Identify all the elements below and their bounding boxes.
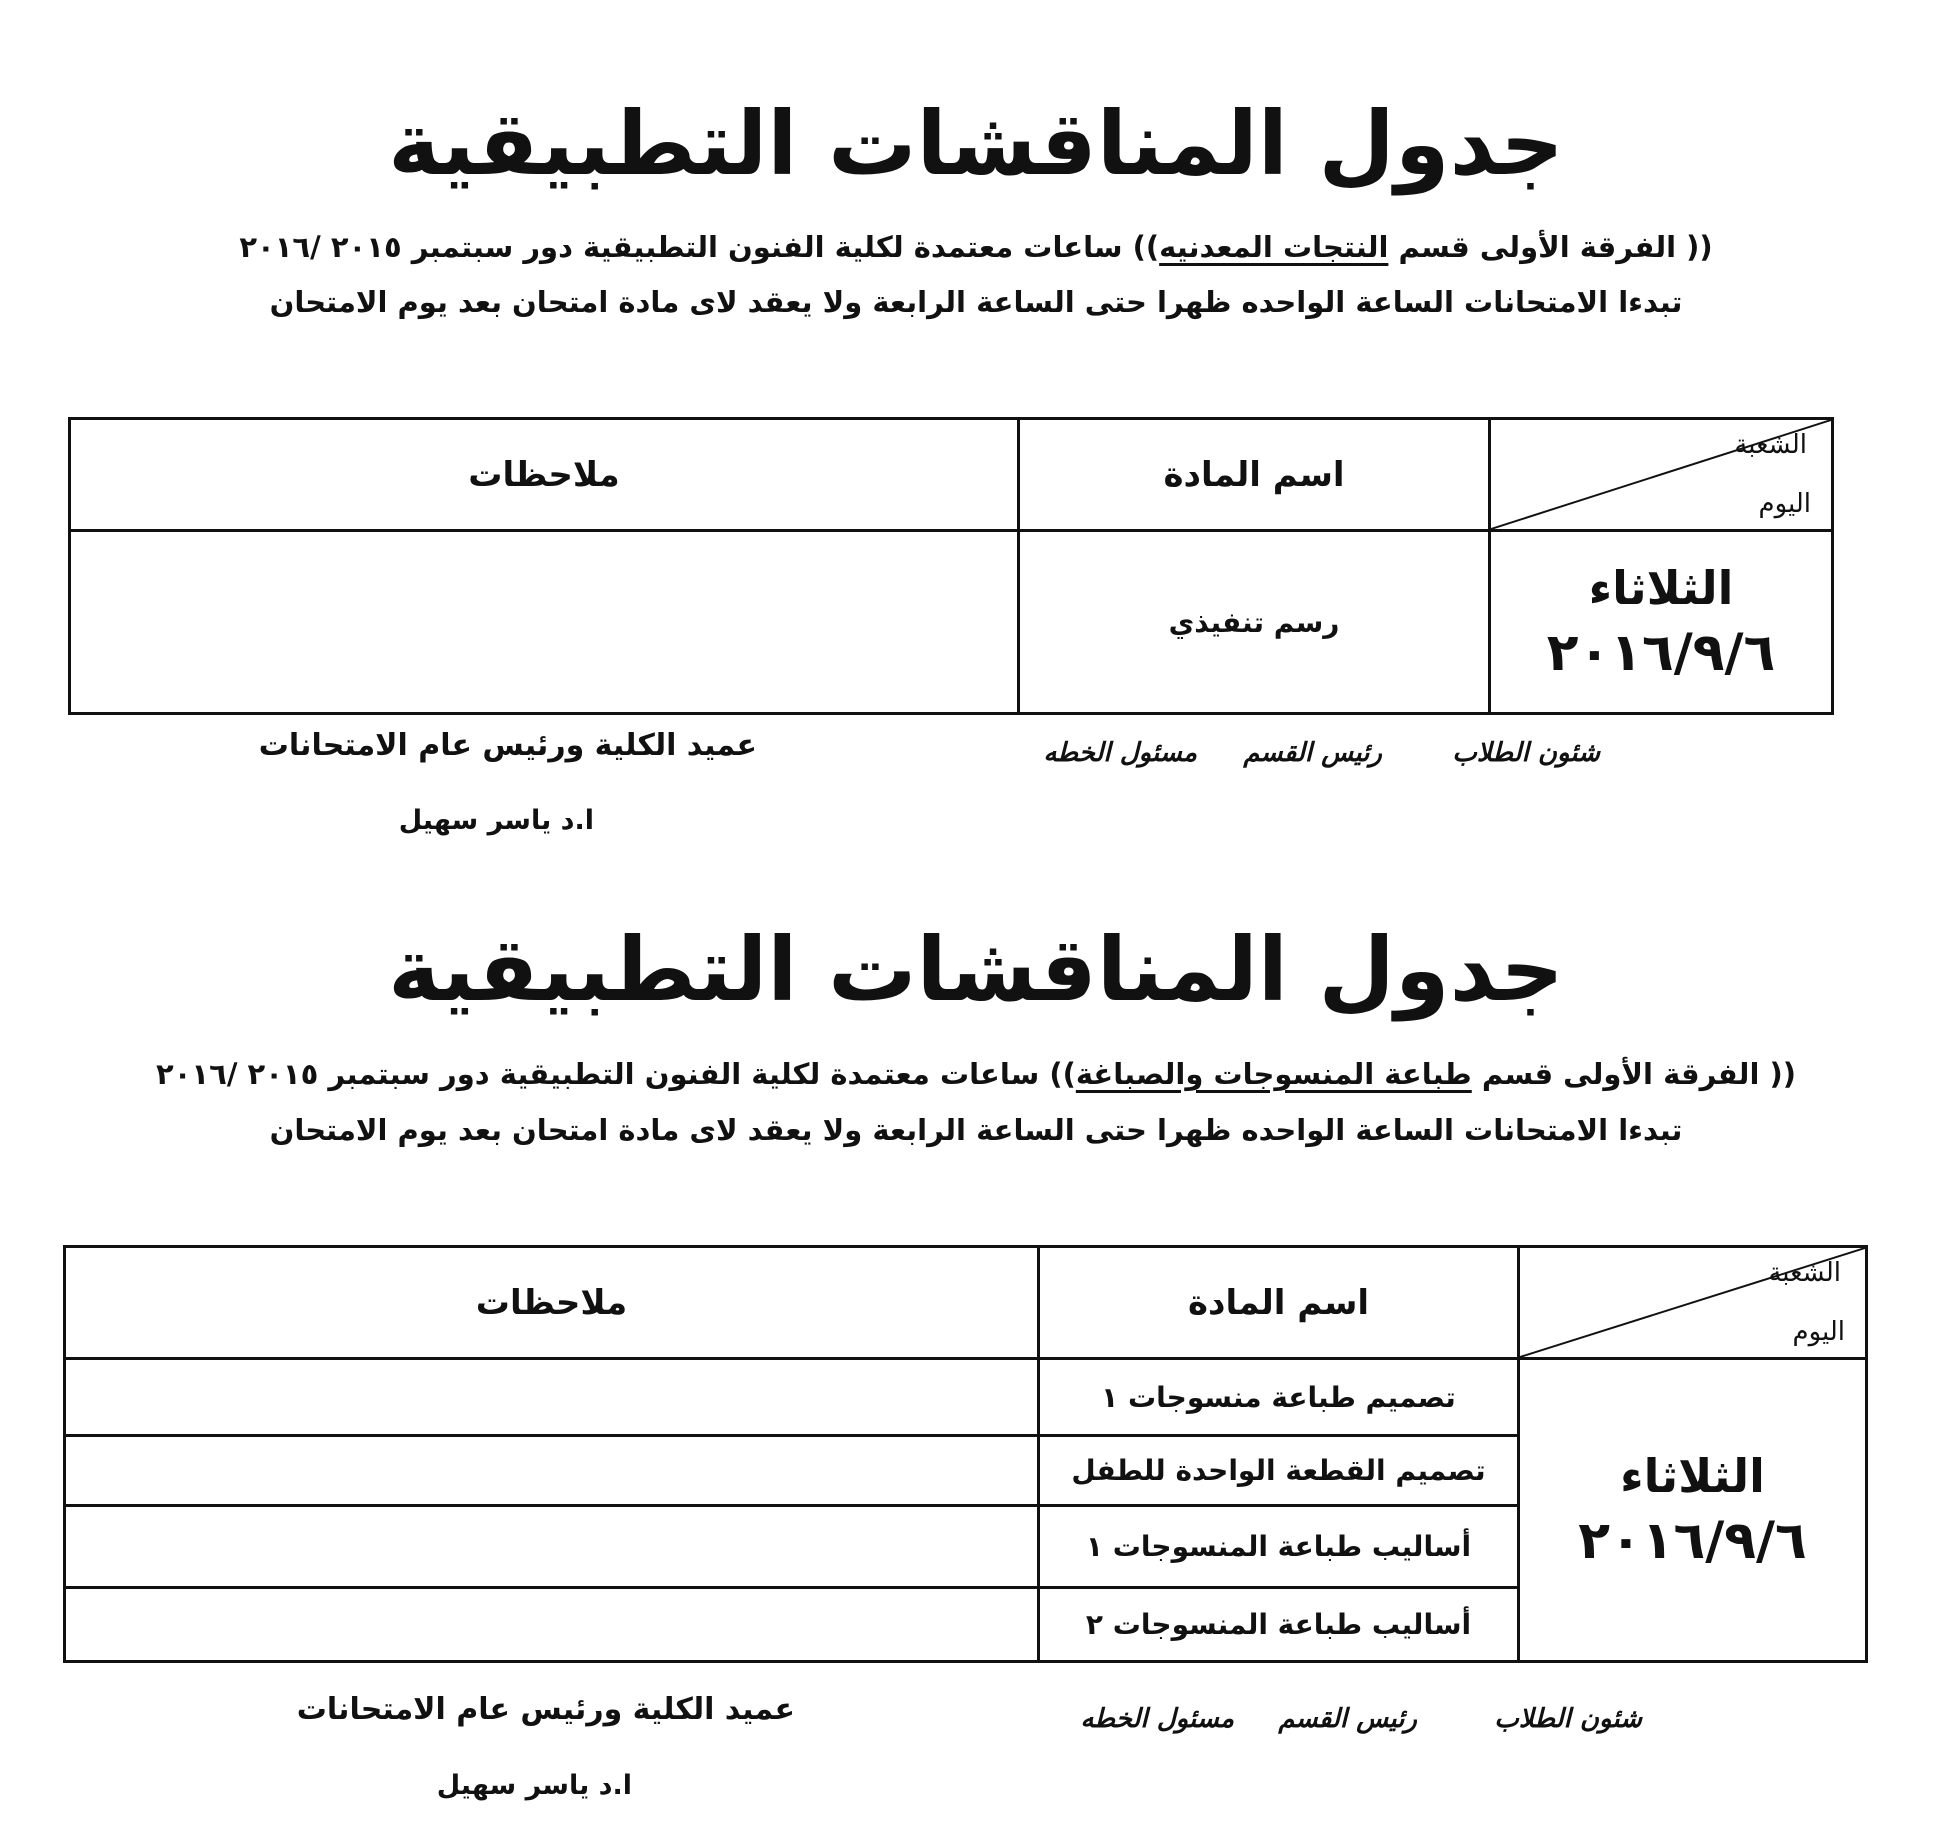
exam-time-note: تبدءا الامتحانات الساعة الواحده ظهرا حتى الساعة الرابعة ولا يعقد لاى مادة امتحان بعد يوم الامتحان <box>269 1113 1683 1147</box>
notes-header: ملاحظات <box>70 419 1019 531</box>
dean-title: عميد الكلية ورئيس عام الامتحانات <box>258 728 757 763</box>
subtitle-prefix: (( الفرقة الأولى قسم <box>1471 1057 1796 1091</box>
signature-dept-head: رئيس القسم <box>1278 1704 1417 1734</box>
page-title: جدول المناقشات التطبيقية <box>388 92 1564 195</box>
subtitle-line <box>0 1057 1952 1091</box>
subtitle-line <box>0 230 1952 264</box>
division-day-header <box>1490 419 1833 531</box>
schedule-table <box>63 1245 1868 1663</box>
notes-cell <box>65 1436 1039 1506</box>
subtitle-prefix: (( الفرقة الأولى قسم <box>1388 230 1713 264</box>
notes-cell <box>65 1506 1039 1588</box>
subject-cell: أساليب طباعة المنسوجات ١ <box>1039 1506 1519 1588</box>
notes-cell <box>65 1588 1039 1662</box>
division-day-header <box>1519 1247 1867 1359</box>
professor-name: ا.د ياسر سهيل <box>398 805 594 836</box>
day-name: الثلاثاء <box>1620 1449 1765 1503</box>
signature-student-affairs: شئون الطلاب <box>1452 738 1600 768</box>
notes-cell <box>65 1359 1039 1436</box>
division-label: الشعبة <box>1734 430 1807 460</box>
division-label: الشعبة <box>1768 1258 1841 1288</box>
signature-plan-officer: مسئول الخطه <box>1043 738 1197 768</box>
day-name: الثلاثاء <box>1588 561 1734 615</box>
day-date: ٢٠١٦/٩/٦ <box>1546 623 1776 683</box>
subtitle-suffix: )) ساعات معتمدة لكلية الفنون التطبيقية دور سبتمبر ٢٠١٥ /٢٠١٦ <box>156 1057 1076 1091</box>
subject-cell: تصميم القطعة الواحدة للطفل <box>1039 1436 1519 1506</box>
subject-header: اسم المادة <box>1039 1247 1519 1359</box>
notes-header: ملاحظات <box>65 1247 1039 1359</box>
subtitle-suffix: )) ساعات معتمدة لكلية الفنون التطبيقية دور سبتمبر ٢٠١٥ /٢٠١٦ <box>239 230 1160 264</box>
subject-cell: رسم تنفيذي <box>1019 531 1490 714</box>
exam-time-note: تبدءا الامتحانات الساعة الواحده ظهرا حتى الساعة الرابعة ولا يعقد لاى مادة امتحان بعد يوم الامتحان <box>269 285 1683 319</box>
department-name: طباعة المنسوجات والصباغة <box>1075 1057 1472 1091</box>
day-cell <box>1490 531 1833 714</box>
day-label: اليوم <box>1792 1317 1845 1347</box>
day-label: اليوم <box>1758 489 1811 519</box>
subject-cell: أساليب طباعة المنسوجات ٢ <box>1039 1588 1519 1662</box>
notes-cell <box>70 531 1019 714</box>
department-name: النتجات المعدنيه <box>1159 230 1389 264</box>
day-cell <box>1519 1359 1867 1662</box>
signature-plan-officer: مسئول الخطه <box>1080 1704 1234 1734</box>
signature-dept-head: رئيس القسم <box>1243 738 1382 768</box>
subject-cell: تصميم طباعة منسوجات ١ <box>1039 1359 1519 1436</box>
signature-student-affairs: شئون الطلاب <box>1494 1704 1642 1734</box>
professor-name: ا.د ياسر سهيل <box>436 1770 632 1801</box>
day-date: ٢٠١٦/٩/٦ <box>1578 1511 1807 1571</box>
page-title: جدول المناقشات التطبيقية <box>388 918 1564 1021</box>
dean-title: عميد الكلية ورئيس عام الامتحانات <box>296 1692 795 1727</box>
subject-header: اسم المادة <box>1019 419 1490 531</box>
schedule-table <box>68 417 1834 715</box>
